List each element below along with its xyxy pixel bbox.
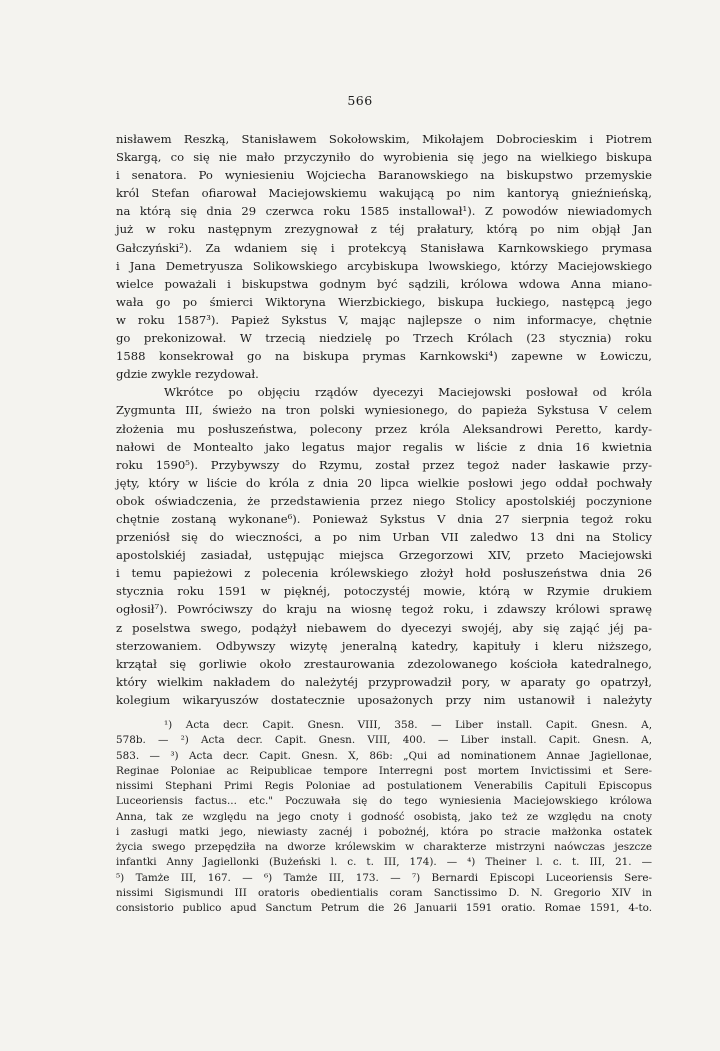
body-line: kolegium wikaryuszów dostatecznie uposażonych przy nim ustanowił i należyty [116, 692, 652, 707]
body-line: gdzie zwykle rezydował. [116, 367, 259, 382]
body-line: Zygmunta III, świeżo na tron polski wyniesionego, do papieża Sykstusa V celem [116, 403, 652, 418]
body-line: i temu papieżowi z polecenia królewskiego złożył hołd posłuszeństwa dnia 26 [116, 566, 652, 581]
page-number: 566 [347, 93, 373, 108]
body-text [116, 130, 652, 709]
body-line: Skargą, co się nie mało przyczyniło do wyrobienia się jego na wielkiego biskupa [116, 150, 652, 165]
body-line: obok oświadczenia, że przedstawienia przez niego Stolicy apostolskiéj poczynione [116, 493, 652, 508]
body-line: ogłosił⁷). Powróciwszy do kraju na wiosnę tegoż roku, i zdawszy królowi sprawę [116, 602, 652, 617]
footnote-line: consistorio publico apud Sanctum Petrum die 26 Januarii 1591 oratio. Romae 1591, 4-to. [116, 902, 652, 914]
body-line: nałowi de Montealto jako legatus major regalis w liście z dnia 16 kwietnia [116, 439, 652, 454]
body-line: Gałczyński²). Za wdaniem się i protekcyą Stanisława Karnkowskiego prymasa [116, 240, 652, 255]
body-line: wielce poważali i biskupstwa godnym być sądzili, królowa wdowa Anna miano- [116, 276, 652, 291]
footnote-line: infantki Anny Jagiellonki (Bużeński l. c. t. III, 174). — ⁴) Theiner l. c. t. III, 21. — [116, 856, 652, 869]
footnote-line: 578b. — ²) Acta decr. Capit. Gnesn. VIII, 400. — Liber install. Capit. Gnesn. A, [116, 734, 652, 747]
footnote-line: nissimi Sigismundi III oratoris obedientialis coram Sanctissimo D. N. Gregorio XIV in [116, 886, 652, 899]
body-line: Wkrótce po objęciu rządów dyecezyi Maciejowski posłował od króla [164, 385, 652, 400]
body-line: złożenia mu posłuszeństwa, polecony przez króla Aleksandrowi Peretto, kardy- [116, 421, 652, 436]
body-line: stycznia roku 1591 w pięknéj, potoczystéj mowie, którą w Rzymie drukiem [116, 584, 652, 599]
body-line: wała go po śmierci Wiktoryna Wierzbickiego, biskupa łuckiego, następcą jego [116, 294, 652, 309]
body-line: i Jana Demetryusza Solikowskiego arcybiskupa lwowskiego, którzy Maciejowskiego [116, 258, 652, 273]
body-line: krzątał się gorliwie około zrestaurowania zdezolowanego kościoła katedralnego, [116, 656, 652, 671]
body-line: go prekonizował. W trzecią niedzielę po Trzech Królach (23 stycznia) roku [116, 331, 652, 346]
body-line: apostolskiéj zasiadał, ustępując miejsca Grzegorzowi XIV, przeto Maciejowski [116, 548, 652, 563]
footnote-line: nissimi Stephani Primi Regis Poloniae ad postulationem Venerabilis Capituli Episcopus [116, 780, 652, 792]
body-line: 1588 konsekrował go na biskupa prymas Karnkowski⁴) zapewne w Łowiczu, [116, 349, 652, 364]
footnote-line: ⁵) Tamże III, 167. — ⁶) Tamże III, 173. — ⁷) Bernardi Episcopi Luceoriensis Sere- [116, 871, 652, 884]
body-line: sterzowaniem. Odbywszy wizytę jeneralną katedry, kapituły i kleru niższego, [116, 638, 652, 653]
footnote-line: Luceoriensis factus... etc." Poczuwała się do tego wyniesienia Maciejowskiego królowa [116, 795, 652, 808]
body-line: przeniósł się do wieczności, a po nim Urban VII zaledwo 13 dni na Stolicy [116, 530, 652, 545]
footnote-line: i zasługi matki jego, niewiasty zacnéj i pobożnéj, która po stracie małżonka ostatek [116, 825, 652, 838]
body-line: roku 1590⁵). Przybywszy do Rzymu, został przez tegoż nader łaskawie przy- [116, 457, 652, 472]
body-line: chętnie zostaną wykonane⁶). Ponieważ Sykstus V dnia 27 sierpnia tegoż roku [116, 511, 652, 526]
body-line: który wielkim nakładem do należytéj przyprowadził pory, w aparaty go opatrzył, [116, 674, 652, 689]
footnote-line: Reginae Poloniae ac Reipublicae tempore Interregni post mortem Invictissimi et Sere- [116, 764, 652, 777]
footnote-line: 583. — ³) Acta decr. Capit. Gnesn. X, 86b: „Qui ad nominationem Annae Jagiellonae, [116, 749, 652, 762]
body-line: nisławem Reszką, Stanisławem Sokołowskim, Mikołajem Dobrocieskim i Piotrem [116, 132, 652, 146]
body-line: z poselstwa swego, podążył niebawem do dyecezyi swojéj, aby się zająć jéj pa- [116, 620, 652, 635]
body-line: na którą się dnia 29 czerwca roku 1585 installował¹). Z powodów niewiadomych [116, 204, 652, 219]
footnote-line: ¹) Acta decr. Capit. Gnesn. VIII, 358. — Liber install. Capit. Gnesn. A, [164, 719, 652, 731]
body-line: w roku 1587³). Papież Sykstus V, mając najlepsze o nim informacye, chętnie [116, 312, 652, 327]
body-line: już w roku następnym zrezygnował z téj prałatury, którą po nim objął Jan [116, 222, 652, 237]
footnote-line: Anna, tak ze względu na jego cnoty i godność osobistą, jako też ze względu na cnoty [116, 810, 652, 823]
body-line: jęty, który w liście do króla z dnia 20 lipca wielkie posłowi jego oddał pochwały [116, 475, 652, 490]
body-line: i senatora. Po wyniesieniu Wojciecha Baranowskiego na biskupstwo przemyskie [116, 168, 652, 183]
footnotes [116, 718, 652, 916]
footnote-line: życia swego przepędziła na dworze królewskim w charakterze mistrzyni naówczas jeszcze [116, 841, 652, 853]
body-line: król Stefan ofiarował Maciejowskiemu wakującą po nim kantoryą gnieźnieńską, [116, 186, 652, 201]
